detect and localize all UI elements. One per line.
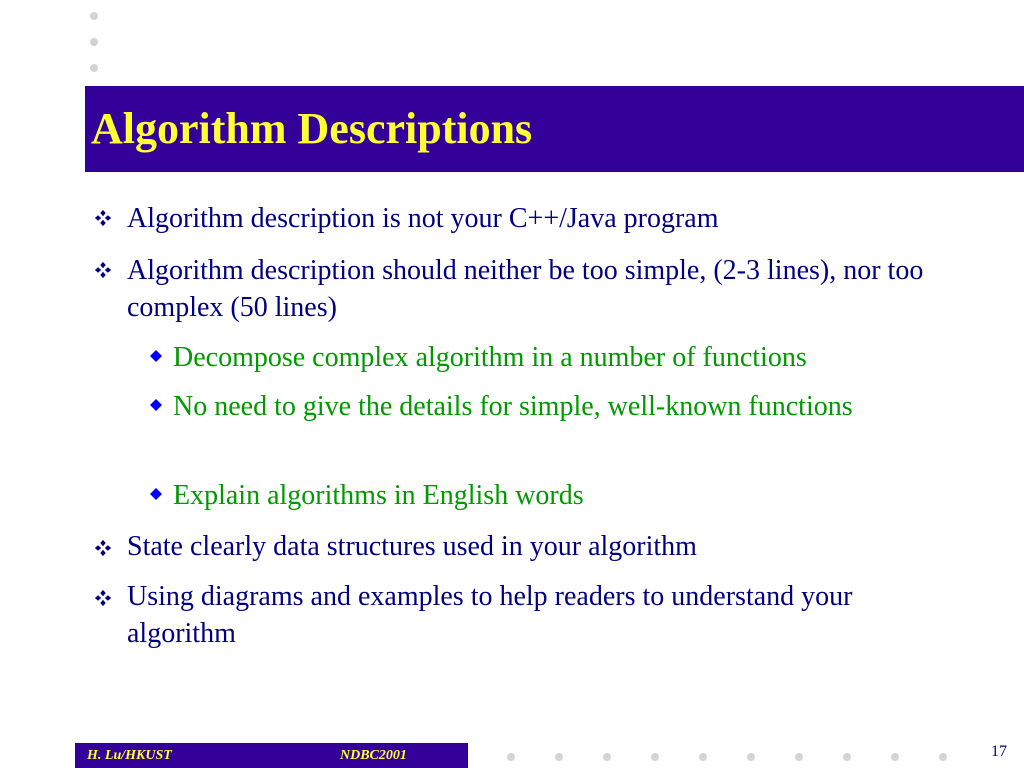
footer-author: H. Lu/HKUST [87,748,172,763]
four-diamond-icon [94,209,112,227]
bullet-item: Using diagrams and examples to help readers to understand your algorithm [127,581,853,649]
slide-title: Algorithm Descriptions [91,104,533,153]
diamond-icon [150,350,162,362]
diamond-icon [150,488,162,500]
sub-bullet-item: Decompose complex algorithm in a number of functions [173,342,807,373]
decor-dot [699,753,707,761]
decor-dot [891,753,899,761]
decor-dot [603,753,611,761]
bullet-item: Algorithm description should neither be too simple, (2-3 lines), nor too complex (50 lines) [127,255,924,323]
decor-dot [939,753,947,761]
decor-dot [507,753,515,761]
decor-dot [843,753,851,761]
footer-event: NDBC2001 [340,748,407,763]
decor-dot [555,753,563,761]
bullet-item: Algorithm description is not your C++/Java program [127,203,719,234]
four-diamond-icon [94,539,112,557]
four-diamond-icon [94,261,112,279]
four-diamond-icon [94,589,112,607]
decor-dot [651,753,659,761]
sub-bullet-item: No need to give the details for simple, well-known functions [173,391,853,422]
footer-bar [75,743,468,768]
decor-dot [747,753,755,761]
diamond-icon [150,399,162,411]
decor-dot [795,753,803,761]
page-number: 17 [991,743,1007,760]
bullet-item: State clearly data structures used in your algorithm [127,531,697,562]
sub-bullet-item: Explain algorithms in English words [173,480,584,511]
